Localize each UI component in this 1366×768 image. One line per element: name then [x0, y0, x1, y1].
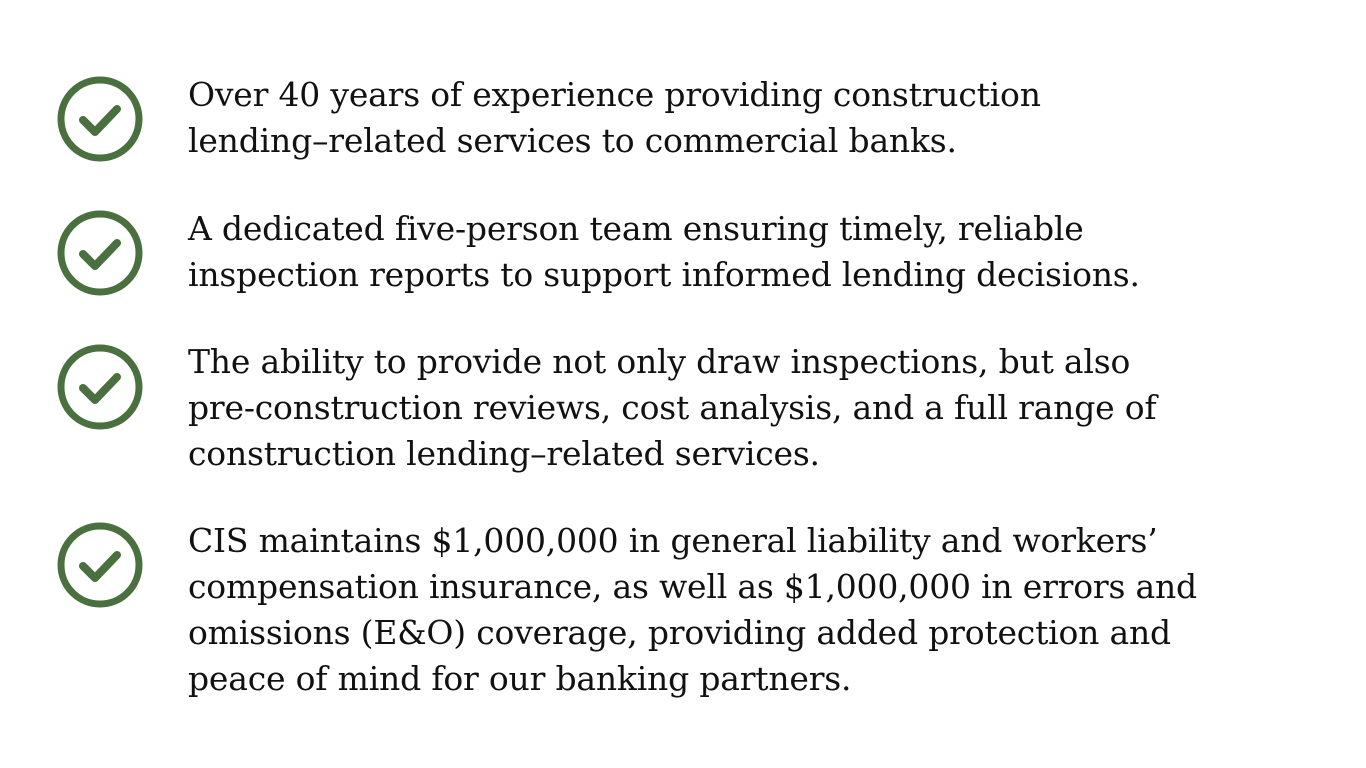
check-circle-icon: [56, 343, 144, 431]
feature-text: [188, 518, 1328, 702]
feature-text-line: CIS maintains $1,000,000 in general liability and workers’: [188, 521, 1158, 560]
feature-text-line: compensation insurance, as well as $1,000,000 in errors and: [188, 567, 1197, 606]
feature-text-line: lending–related services to commercial banks.: [188, 121, 957, 160]
feature-text-line: The ability to provide not only draw inspections, but also: [188, 342, 1131, 381]
feature-text: [188, 339, 1328, 477]
feature-text-line: pre-construction reviews, cost analysis, and a full range of: [188, 388, 1157, 427]
feature-text-line: A dedicated five-person team ensuring timely, reliable: [188, 209, 1084, 248]
feature-text: [188, 72, 1328, 164]
check-circle-icon: [56, 521, 144, 609]
feature-text-line: inspection reports to support informed lending decisions.: [188, 255, 1140, 294]
feature-text-line: Over 40 years of experience providing construction: [188, 75, 1041, 114]
feature-text-line: omissions (E&O) coverage, providing added protection and: [188, 613, 1171, 652]
check-circle-icon: [56, 209, 144, 297]
check-circle-icon: [56, 75, 144, 163]
feature-text: [188, 206, 1328, 298]
feature-text-line: peace of mind for our banking partners.: [188, 659, 852, 698]
feature-text-line: construction lending–related services.: [188, 434, 820, 473]
